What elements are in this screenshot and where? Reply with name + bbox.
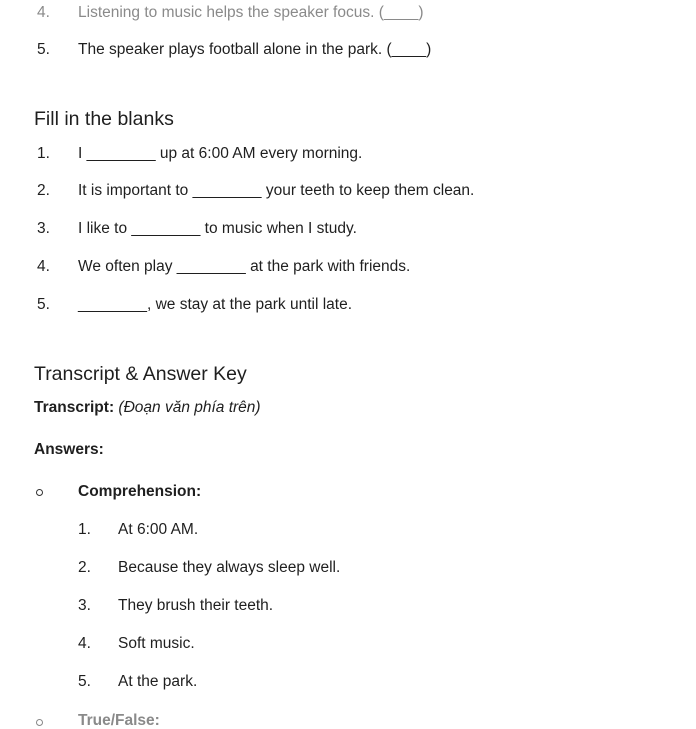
item-number: 3. <box>37 220 50 237</box>
item-number: 4. <box>37 4 50 21</box>
transcript-label: Transcript: <box>34 399 115 416</box>
answers-label: Answers: <box>34 441 104 458</box>
hollow-bullet-icon <box>36 489 43 496</box>
item-text: At 6:00 AM. <box>118 521 199 538</box>
item-text: It is important to ________ your teeth to keep them clean. <box>78 182 475 199</box>
hollow-bullet-icon <box>36 719 43 726</box>
item-number: 1. <box>37 145 50 162</box>
item-number: 4. <box>37 258 50 275</box>
item-number: 5. <box>37 296 50 313</box>
truefalse-label: True/False: <box>78 712 160 729</box>
item-text: Because they always sleep well. <box>118 559 341 576</box>
item-text: ________, we stay at the park until late. <box>78 296 353 313</box>
item-number: 5. <box>78 673 91 690</box>
section-heading-answer-key: Transcript & Answer Key <box>34 363 247 385</box>
comprehension-label: Comprehension: <box>78 483 202 500</box>
item-text: Soft music. <box>118 635 195 652</box>
item-number: 4. <box>78 635 91 652</box>
item-number: 2. <box>37 182 50 199</box>
item-text: Listening to music helps the speaker focus. (____) <box>78 4 424 21</box>
truefalse-group <box>0 708 696 729</box>
item-text: They brush their teeth. <box>118 597 274 614</box>
section-heading-fill-blanks: Fill in the blanks <box>34 108 174 130</box>
item-number: 5. <box>37 41 50 58</box>
item-text: I ________ up at 6:00 AM every morning. <box>78 145 363 162</box>
item-text: I like to ________ to music when I study. <box>78 220 357 237</box>
item-number: 2. <box>78 559 91 576</box>
transcript-line <box>34 398 261 418</box>
item-text: The speaker plays football alone in the park. (____) <box>78 41 432 58</box>
item-number: 3. <box>78 597 91 614</box>
item-number: 1. <box>78 521 91 538</box>
item-text: We often play ________ at the park with friends. <box>78 258 411 275</box>
item-text: At the park. <box>118 673 198 690</box>
transcript-value: (Đoạn văn phía trên) <box>118 399 261 416</box>
